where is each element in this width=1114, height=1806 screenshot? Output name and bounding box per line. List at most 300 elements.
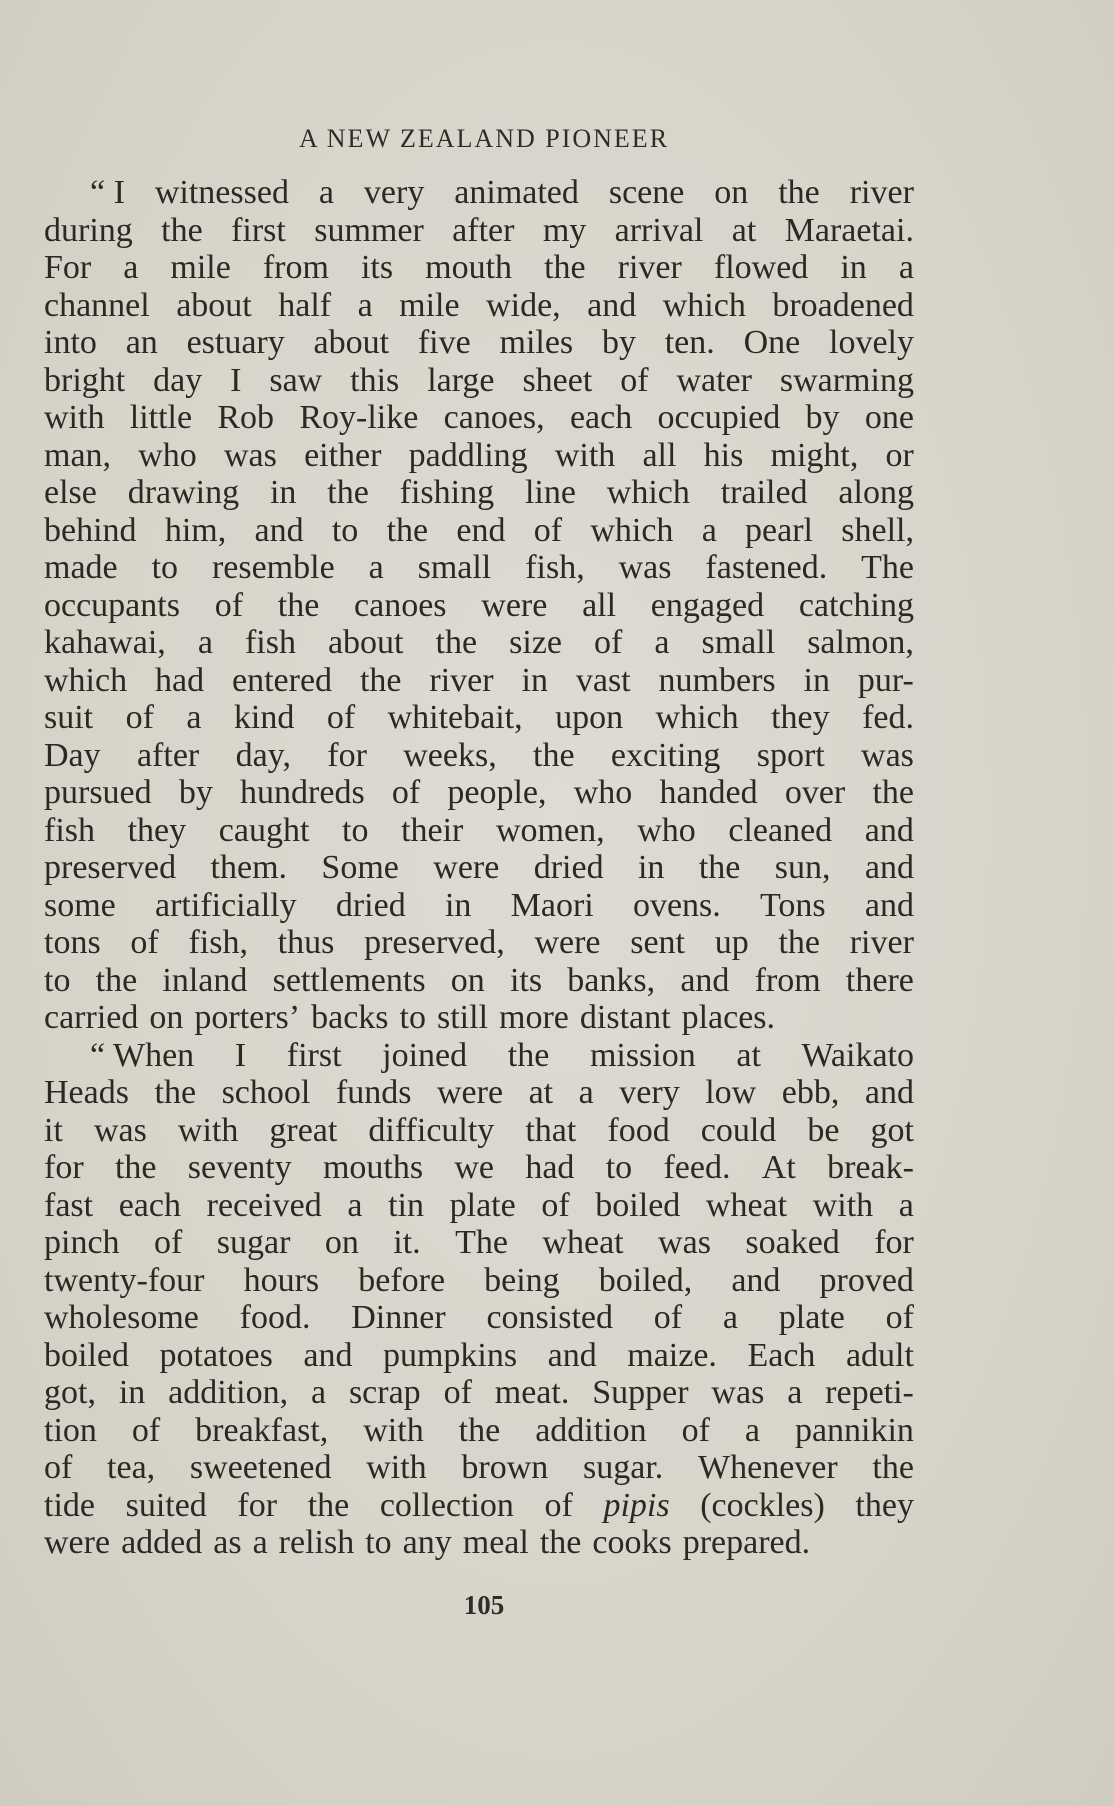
text-line: [44, 287, 914, 325]
text-line: [44, 437, 914, 475]
word: a: [197, 624, 213, 661]
word: shell,: [841, 511, 914, 549]
word: to: [342, 811, 369, 849]
word: by: [601, 324, 636, 361]
word: sweetened: [189, 1449, 332, 1486]
word: mile: [399, 286, 460, 324]
word: The: [455, 1224, 508, 1261]
word: which: [655, 699, 739, 736]
word: resemble: [211, 549, 335, 586]
running-head: A NEW ZEALAND PIONEER: [298, 124, 670, 153]
word: could: [700, 1111, 777, 1149]
word: of: [620, 361, 649, 399]
word: was: [223, 436, 277, 474]
text-line: [44, 474, 914, 512]
text-line: [44, 1112, 914, 1150]
word: of: [681, 1411, 710, 1449]
word: banks,: [567, 961, 656, 999]
word: man,: [44, 436, 112, 474]
word: there: [845, 961, 914, 999]
word: the: [698, 849, 741, 886]
word: potatoes: [159, 1336, 273, 1374]
word: boiled,: [598, 1261, 693, 1299]
word: to: [605, 1149, 633, 1186]
word: at: [736, 1036, 761, 1074]
word: tea,: [107, 1449, 156, 1486]
text-line: [44, 1374, 914, 1412]
word: for: [44, 1149, 84, 1186]
word: suit: [44, 699, 94, 736]
word: its: [509, 961, 543, 999]
word: backs: [311, 999, 389, 1036]
word: in: [637, 849, 665, 886]
text-line: [44, 774, 914, 812]
word: of: [653, 1299, 683, 1336]
text-line: [44, 624, 914, 662]
word: Some: [321, 849, 399, 886]
word: preserved,: [364, 924, 505, 961]
word: the: [872, 1449, 914, 1486]
word: sport: [756, 736, 825, 774]
word: were: [433, 849, 500, 886]
word: adult: [845, 1336, 914, 1374]
word: cleaned: [728, 811, 833, 849]
word: the: [277, 586, 320, 624]
word: of: [544, 1486, 573, 1524]
word: or: [885, 436, 914, 474]
word: repeti-: [825, 1374, 914, 1411]
word: either: [304, 436, 382, 474]
word: for: [874, 1224, 914, 1261]
word: the: [154, 1074, 197, 1111]
word: preserved: [44, 849, 177, 886]
word: people,: [447, 774, 547, 811]
word: addition: [535, 1411, 647, 1449]
word: fish: [244, 624, 296, 661]
word: small: [701, 624, 776, 661]
text-line: [44, 324, 914, 362]
word: occupied: [657, 399, 781, 436]
word: had: [155, 661, 205, 699]
text-line: [44, 1449, 914, 1487]
word: tin: [388, 1186, 425, 1224]
word: Rob: [217, 399, 275, 436]
word: small: [417, 549, 492, 586]
word: with: [177, 1111, 239, 1149]
word: end: [456, 511, 506, 549]
word: an: [125, 324, 158, 361]
text-line: [44, 1074, 914, 1112]
word: wheat: [705, 1186, 788, 1224]
word: the: [435, 624, 478, 661]
word: was: [93, 1111, 147, 1149]
text-line: [44, 549, 914, 587]
word: Maori: [510, 886, 594, 924]
word: in: [444, 886, 472, 924]
word: Heads: [44, 1074, 129, 1111]
word: in: [840, 249, 867, 286]
word: difficulty: [368, 1111, 495, 1149]
word: a: [347, 1186, 363, 1224]
text-line: [44, 587, 914, 625]
word: was: [861, 736, 914, 774]
text-line: [44, 962, 914, 1000]
word: great: [269, 1111, 338, 1149]
word: the: [114, 1149, 157, 1186]
word: Dinner: [351, 1299, 446, 1336]
word: school: [221, 1074, 311, 1111]
word: cooks: [592, 1524, 672, 1561]
page-number: 105: [463, 1590, 505, 1620]
word: day: [153, 361, 203, 399]
text-line: [44, 1224, 914, 1262]
word: joined: [382, 1036, 468, 1074]
word: twenty-four: [44, 1261, 205, 1299]
word: fed.: [862, 699, 914, 736]
word: the: [778, 924, 820, 961]
word: the: [386, 511, 429, 549]
word: the: [307, 1486, 350, 1524]
text-line: [44, 1412, 914, 1450]
word: Day: [44, 736, 101, 774]
text-line: [44, 512, 914, 550]
word: a: [787, 1374, 803, 1411]
word: mouth: [425, 249, 513, 286]
word: with: [44, 399, 105, 436]
word: miles: [499, 324, 574, 361]
word: pursued: [44, 774, 152, 811]
word: got,: [44, 1374, 96, 1411]
word: wheat: [542, 1224, 624, 1261]
word: being: [484, 1261, 560, 1299]
word: Tons: [760, 886, 826, 924]
word: along: [838, 474, 914, 511]
word: and: [547, 1336, 597, 1374]
word: Whenever: [698, 1449, 838, 1486]
word: fast: [44, 1186, 94, 1224]
word: proved: [819, 1261, 914, 1299]
word: of: [130, 924, 159, 961]
word: of: [125, 699, 154, 736]
word: broadened: [772, 286, 914, 324]
word: a: [654, 624, 670, 661]
text-line: [44, 212, 914, 250]
word: kahawai,: [44, 624, 166, 661]
word: over: [784, 774, 846, 811]
word: meal: [462, 1524, 529, 1561]
word: were: [44, 1524, 111, 1561]
word: who: [138, 436, 197, 474]
word: dried: [533, 849, 604, 886]
word: paddling: [408, 436, 528, 474]
text-line: [44, 1149, 914, 1187]
word: a: [722, 1299, 738, 1336]
word: were: [436, 1074, 504, 1111]
word: size: [509, 624, 562, 661]
word: flowed: [713, 249, 809, 286]
word: the: [544, 249, 586, 286]
word: The: [861, 549, 914, 586]
word: trailed: [720, 474, 808, 511]
word: and: [587, 286, 637, 324]
word: wholesome: [44, 1299, 199, 1336]
word: for: [327, 736, 367, 774]
word: was: [711, 1374, 765, 1411]
word: and: [680, 961, 730, 999]
word: bright: [44, 361, 126, 399]
word: of: [533, 511, 563, 549]
word: each: [569, 399, 633, 436]
word: maize.: [627, 1336, 717, 1374]
word: a: [701, 511, 717, 549]
word: had: [525, 1149, 575, 1186]
word: I: [230, 361, 242, 399]
word: low: [705, 1074, 757, 1111]
text-line: [44, 174, 914, 212]
word: water: [676, 361, 752, 399]
word: were: [534, 924, 601, 961]
word: fishing: [399, 474, 495, 511]
word: a: [318, 174, 334, 211]
word: on: [450, 961, 485, 999]
word: little: [129, 399, 193, 436]
word: fish,: [188, 924, 248, 961]
word: prepared.: [682, 1524, 811, 1561]
word: a: [368, 549, 384, 586]
word: it.: [393, 1224, 421, 1261]
word: saw: [269, 361, 323, 399]
word: who: [637, 811, 696, 849]
text-line: [44, 362, 914, 400]
word: ten.: [664, 324, 715, 361]
word: with: [554, 436, 616, 474]
word: of: [214, 586, 244, 624]
word: river: [849, 924, 914, 961]
word: the: [533, 736, 575, 774]
text-line: [44, 1337, 914, 1375]
word: which: [662, 286, 746, 324]
word: vast: [575, 661, 631, 699]
word: wide,: [486, 286, 561, 324]
word: sun,: [774, 849, 831, 886]
word: in: [521, 661, 548, 699]
word: pur-: [857, 661, 914, 699]
word: river: [849, 174, 914, 211]
word: large: [427, 361, 495, 399]
word: tide: [44, 1486, 95, 1524]
word: on: [149, 999, 184, 1036]
word: funds: [335, 1074, 412, 1111]
word: of: [885, 1299, 914, 1336]
word: exciting: [610, 736, 721, 774]
word: we: [454, 1149, 495, 1186]
word: added: [121, 1524, 203, 1561]
word: salmon,: [807, 624, 914, 661]
word: food.: [239, 1299, 311, 1336]
word: ovens.: [632, 886, 721, 924]
text-line: [44, 1299, 914, 1337]
word: after: [136, 736, 200, 774]
word: very: [619, 1074, 680, 1111]
word: river: [617, 249, 682, 286]
word: all: [642, 436, 677, 474]
word: about: [313, 324, 390, 361]
body-text: [44, 174, 914, 1562]
word: carried: [44, 999, 139, 1036]
word: hundreds: [240, 774, 365, 811]
word: pinch: [44, 1224, 120, 1261]
word: its: [360, 249, 394, 286]
word: upon: [555, 699, 624, 736]
text-line: [44, 737, 914, 775]
word: channel: [44, 286, 150, 324]
word: ebb,: [781, 1074, 840, 1111]
word: and: [864, 811, 914, 849]
word: a: [357, 286, 373, 324]
word: Maraetai.: [784, 211, 914, 249]
word: made: [44, 549, 118, 586]
word: kind: [233, 699, 295, 736]
word: mile: [170, 249, 231, 286]
word: the: [539, 1524, 582, 1561]
word: sugar.: [583, 1449, 664, 1486]
word: be: [807, 1111, 840, 1149]
word: arrival: [614, 211, 704, 249]
word: the: [161, 211, 203, 249]
text-line: [44, 1037, 914, 1075]
word: of: [131, 1411, 161, 1449]
word: by: [805, 399, 840, 436]
word: sheet: [522, 361, 593, 399]
word: (cockles): [700, 1486, 825, 1524]
word: with: [812, 1186, 874, 1224]
word: of: [541, 1186, 570, 1224]
word: them.: [210, 849, 288, 886]
word: soaked: [745, 1224, 840, 1261]
word: to: [151, 549, 179, 586]
word: in: [118, 1374, 146, 1411]
word: which: [590, 511, 674, 549]
word: their: [401, 811, 464, 849]
word: porters’: [194, 999, 301, 1036]
word: which: [44, 661, 128, 699]
word: with: [363, 1411, 424, 1449]
word: entered: [232, 661, 333, 699]
word: hours: [243, 1261, 320, 1299]
word: very: [363, 174, 425, 211]
word: catching: [798, 586, 914, 624]
word: to: [44, 961, 71, 999]
word: Supper: [592, 1374, 689, 1411]
word: of: [326, 699, 356, 736]
word: of: [594, 624, 623, 661]
word: with: [366, 1449, 427, 1486]
word: thus: [277, 924, 335, 961]
word: at: [731, 211, 757, 249]
word: to: [399, 999, 426, 1036]
word: tons: [44, 924, 101, 961]
word: after: [452, 211, 515, 249]
text-line: [44, 249, 914, 287]
word: and: [864, 1074, 914, 1111]
word: Each: [747, 1336, 816, 1374]
word: about: [327, 624, 404, 661]
word: on: [324, 1224, 359, 1261]
word: scene: [608, 174, 685, 211]
word: food: [607, 1111, 670, 1149]
word: a: [578, 1074, 594, 1111]
word: dried: [335, 886, 406, 924]
text-line: [44, 1187, 914, 1225]
word: of: [391, 774, 421, 811]
word: line: [524, 474, 576, 511]
word: witnessed: [154, 174, 289, 211]
word: that: [525, 1111, 577, 1149]
word: and: [864, 849, 914, 886]
word: suited: [125, 1486, 207, 1524]
word: mouths: [322, 1149, 424, 1186]
text-line: [44, 849, 914, 887]
word: fish: [44, 811, 95, 849]
word: pipis: [603, 1486, 670, 1524]
word: from: [754, 961, 821, 999]
word: for: [237, 1486, 278, 1524]
text-line: [44, 1524, 914, 1562]
word: seventy: [187, 1149, 292, 1186]
word: in: [269, 474, 297, 511]
word: For: [44, 249, 92, 286]
word: still: [437, 999, 489, 1036]
word: feed.: [663, 1149, 731, 1186]
word: drawing: [127, 474, 240, 511]
word: was: [658, 1224, 711, 1261]
word: “ When: [90, 1036, 195, 1074]
word: At: [761, 1149, 796, 1186]
word: got: [870, 1111, 914, 1149]
word: a: [898, 249, 914, 286]
word: first: [286, 1036, 342, 1074]
word: canoes: [354, 586, 447, 624]
word: sugar: [216, 1224, 291, 1261]
word: any: [402, 1524, 452, 1561]
word: else: [44, 474, 97, 511]
word: some: [44, 886, 116, 924]
word: before: [358, 1261, 446, 1299]
word: it: [44, 1111, 63, 1149]
word: and: [864, 886, 914, 924]
word: settlements: [272, 961, 426, 999]
word: a: [186, 699, 202, 736]
word: plate: [778, 1299, 845, 1336]
word: whitebait,: [387, 699, 523, 736]
word: the: [327, 474, 369, 511]
word: to: [331, 511, 359, 549]
word: river: [429, 661, 494, 699]
word: Waikato: [801, 1036, 914, 1074]
word: the: [95, 961, 138, 999]
word: one: [864, 399, 914, 436]
word: fish,: [525, 549, 585, 586]
word: was: [618, 549, 672, 586]
word: the: [778, 174, 820, 211]
word: into: [44, 324, 97, 361]
word: during: [44, 211, 133, 249]
word: One: [743, 324, 801, 361]
word: estuary: [186, 324, 285, 361]
text-line: [44, 999, 914, 1037]
word: handed: [659, 774, 758, 811]
word: his: [703, 436, 744, 474]
